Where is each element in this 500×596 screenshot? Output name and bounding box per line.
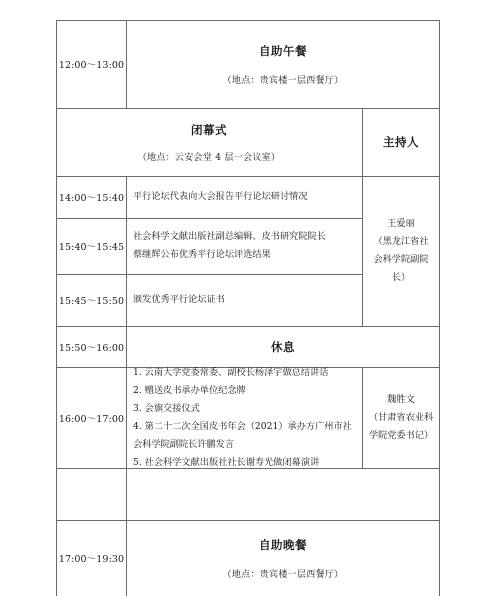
schedule-table bbox=[56, 0, 440, 596]
host-header: 主持人 bbox=[383, 135, 419, 149]
session1-host-cell bbox=[363, 176, 439, 326]
session1-row2-line: 社会科学文献出版社副总编辑、皮书研究院院长 bbox=[133, 231, 326, 242]
closing-cell bbox=[56, 108, 362, 176]
lunch-time: 12:00～13:00 bbox=[58, 60, 125, 71]
dinner-time: 17:00～19:30 bbox=[58, 554, 125, 565]
session2-items bbox=[127, 367, 362, 468]
session2-host-name: 魏胜文 bbox=[387, 393, 415, 405]
session2-item: 1. 云南大学党委常委、副校长杨泽宇做总结讲话 bbox=[133, 366, 329, 378]
session2-item: 3. 会旗交接仪式 bbox=[133, 402, 200, 414]
table-border-right bbox=[439, 20, 440, 596]
break-cell bbox=[127, 326, 439, 367]
session1-host-name: 王爱丽 bbox=[387, 218, 415, 229]
dinner-location: （地点：贵宾楼一层西餐厅） bbox=[222, 569, 344, 580]
break-time: 15:50～16:00 bbox=[58, 342, 125, 354]
session1-row2-time: 15:40～15:45 bbox=[58, 242, 125, 253]
session1-row3-time: 15:45～15:50 bbox=[58, 296, 125, 307]
session1-host-org: 长） bbox=[391, 272, 411, 283]
closing-title: 闭幕式 bbox=[191, 122, 227, 137]
session1-row2-line: 蔡继辉公布优秀平行论坛评选结果 bbox=[133, 249, 271, 260]
closing-location: （地点：云安会堂 4 层一会议室） bbox=[137, 152, 281, 163]
session2-item: 会科学院副院长许鹏发言 bbox=[133, 438, 235, 450]
break-title: 休息 bbox=[271, 339, 295, 354]
session2-time: 16:00～17:00 bbox=[58, 413, 125, 425]
session2-host-org: 学院党委书记） bbox=[368, 429, 434, 441]
session1-host-org: （黑龙江省社 bbox=[373, 236, 429, 247]
session2-host-cell bbox=[363, 367, 439, 468]
dinner-title: 自助晚餐 bbox=[259, 537, 307, 552]
session1-host-org: 会科学院副院 bbox=[373, 254, 429, 265]
session2-item: 5. 社会科学文献出版社社长谢寿光做闭幕演讲 bbox=[133, 456, 320, 468]
session2-item: 2. 赠送皮书承办单位纪念牌 bbox=[133, 384, 246, 396]
session1-row3-line: 颁发优秀平行论坛证书 bbox=[133, 294, 225, 305]
lunch-location: （地点：贵宾楼一层西餐厅） bbox=[222, 75, 344, 86]
host-header-cell bbox=[363, 108, 439, 176]
session1-row1-line: 平行论坛代表向大会报告平行论坛研讨情况 bbox=[133, 191, 308, 202]
session1-row2-text bbox=[127, 218, 362, 274]
session1-row1-time: 14:00～15:40 bbox=[58, 193, 125, 204]
lunch-cell bbox=[127, 20, 439, 108]
dinner-cell bbox=[127, 520, 439, 596]
session2-host-org: （甘肃省农业科 bbox=[368, 411, 434, 423]
session2-item: 4. 第二十二次全国皮书年会（2021）承办方广州市社 bbox=[133, 420, 352, 432]
session1-row1-text bbox=[127, 176, 362, 218]
lunch-title: 自助午餐 bbox=[259, 43, 307, 58]
session1-row3-text bbox=[127, 274, 362, 326]
